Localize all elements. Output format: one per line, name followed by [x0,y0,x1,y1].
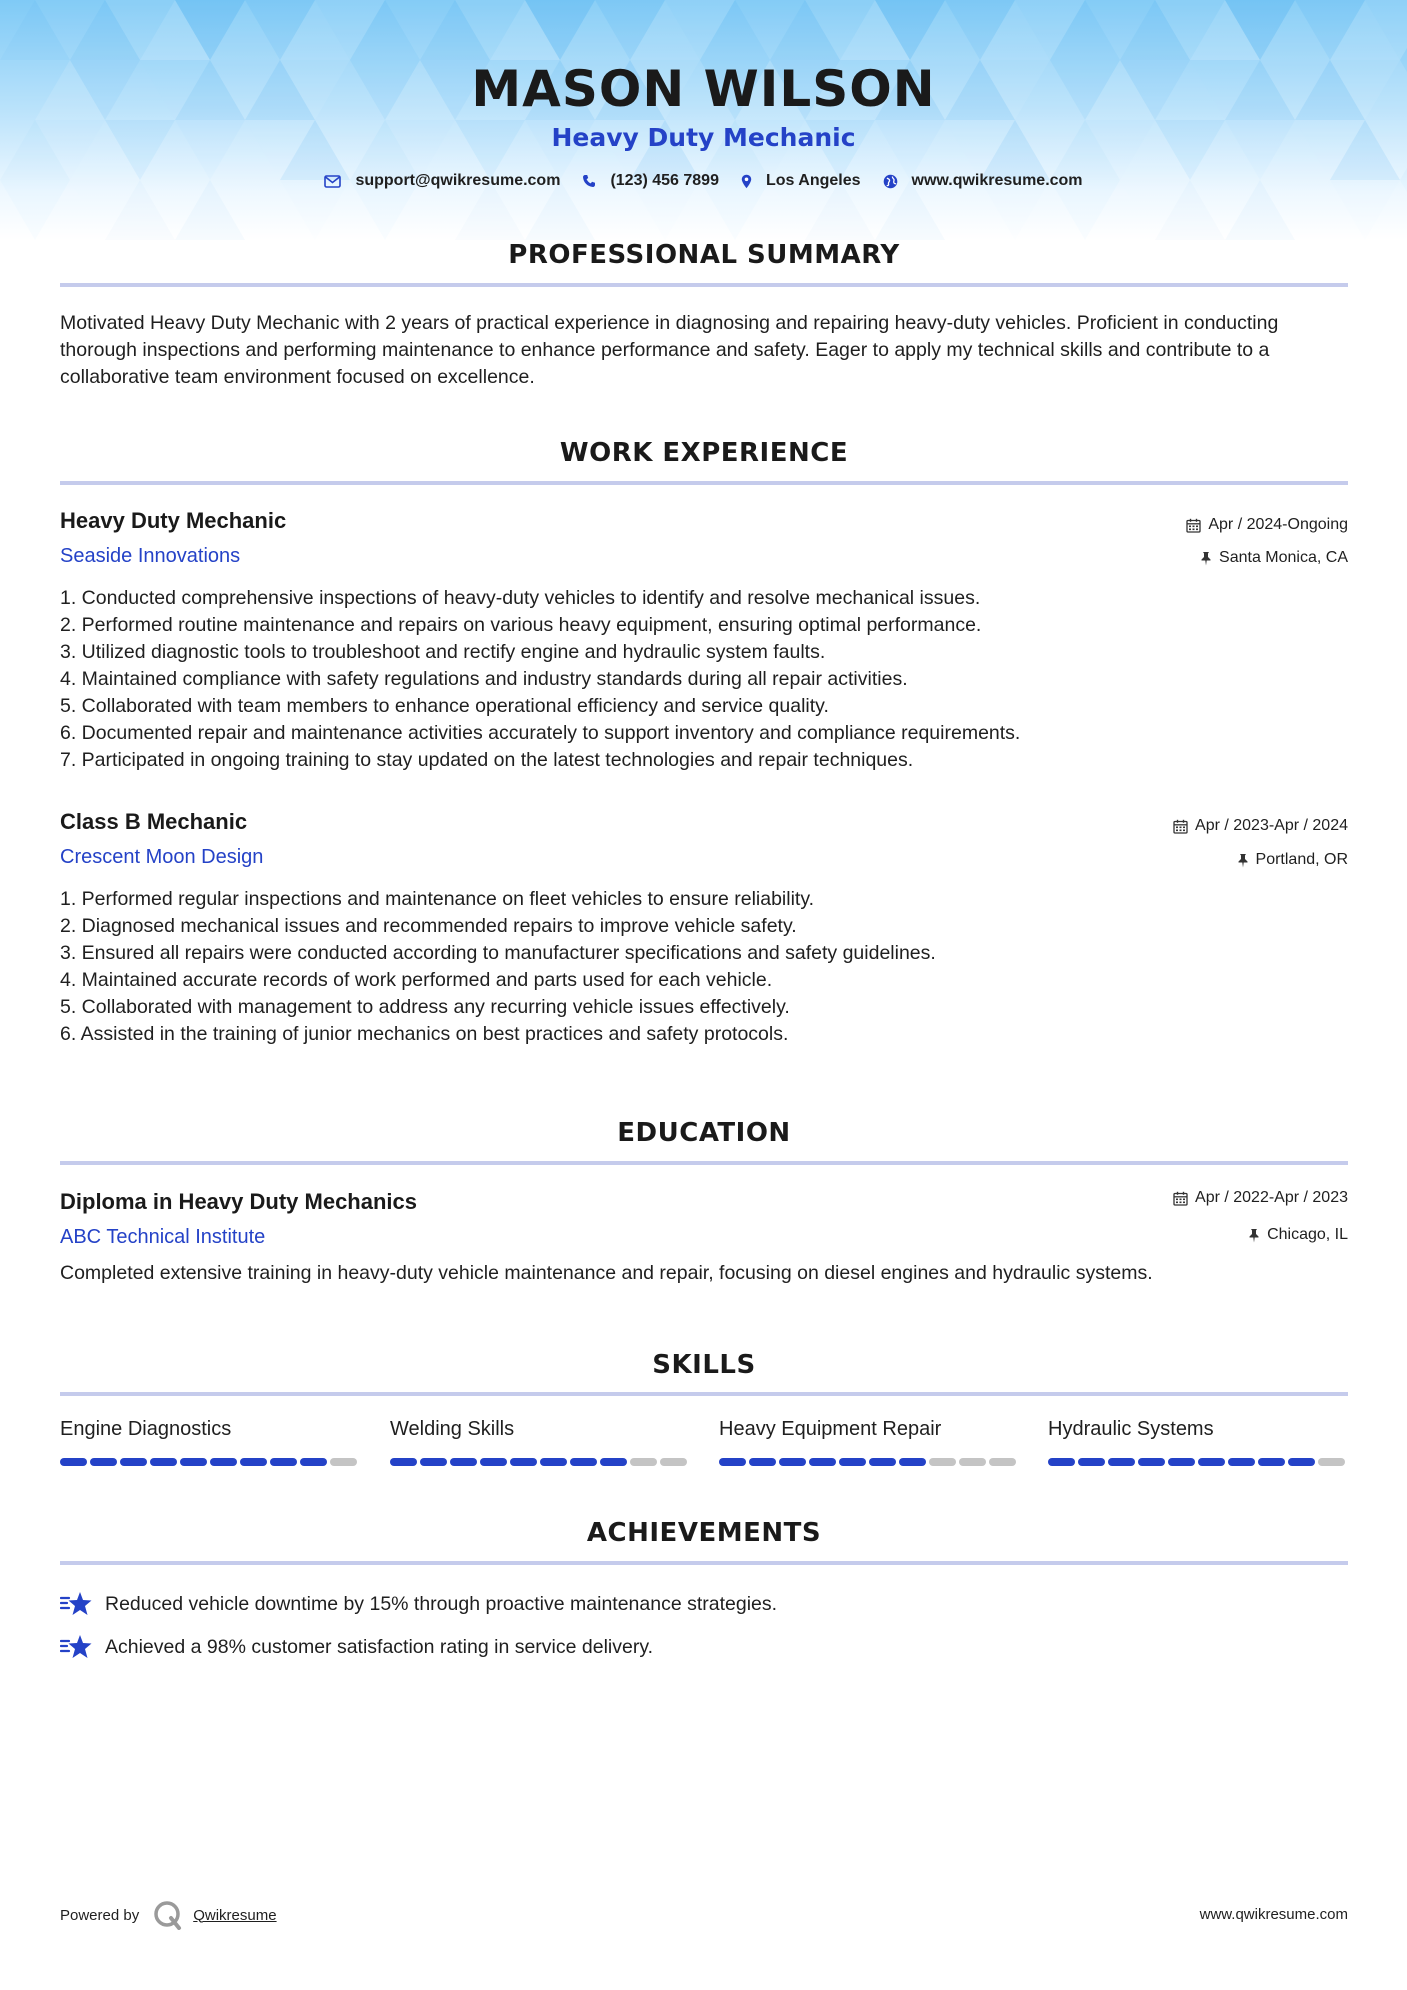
skill-segment [330,1458,357,1466]
skill-segment [1228,1458,1255,1466]
contact-location [741,172,861,190]
list-item: 5. Collaborated with management to address any recurring vehicle issues effectively. [60,996,790,1018]
skill-segment [1048,1458,1075,1466]
skill-segment [779,1458,806,1466]
job-bullets [60,886,1350,1048]
candidate-name: MASON WILSON [471,60,936,118]
skill-segment [210,1458,237,1466]
contact-email[interactable] [324,172,560,190]
skill-segment [929,1458,956,1466]
achievement-item [60,1633,653,1661]
job-location-text: Portland, OR [1255,851,1348,868]
job-bullets [60,585,1350,774]
footer-powered-by [60,1900,277,1930]
skill-segment [749,1458,776,1466]
list-item: 4. Maintained accurate records of work performed and parts used for each vehicle. [60,969,773,991]
achievements-heading: ACHIEVEMENTS [586,1518,822,1548]
skill-name: Hydraulic Systems [1048,1418,1214,1440]
skill-segment [899,1458,926,1466]
envelope-icon [324,175,341,188]
contact-bar [0,172,1407,190]
list-item: 3. Ensured all repairs were conducted according to manufacturer specifications and safety guidelines. [60,942,936,964]
skill-segment [989,1458,1016,1466]
shooting-star-icon [60,1633,93,1661]
summary-rule [60,283,1348,287]
skill-segment [660,1458,687,1466]
education-dates [1173,1189,1348,1207]
job-location-text: Santa Monica, CA [1219,549,1348,566]
achievements-rule [60,1561,1348,1565]
experience-rule [60,481,1348,485]
list-item: 7. Participated in ongoing training to stay updated on the latest technologies and repair techniques. [60,749,914,771]
header [0,58,1407,154]
calendar-icon [1186,518,1201,533]
list-item: 4. Maintained compliance with safety regulations and industry standards during all repair activities. [60,668,908,690]
skill-segment [450,1458,477,1466]
skill-segment [480,1458,507,1466]
contact-location-text: Los Angeles [765,172,861,189]
contact-phone-text: (123) 456 7899 [610,172,719,189]
skill-segment [839,1458,866,1466]
list-item: 2. Performed routine maintenance and repairs on various heavy equipment, ensuring optimal performance. [60,614,982,636]
skill-segment [1198,1458,1225,1466]
skill-segment [1138,1458,1165,1466]
pushpin-icon [1237,853,1249,868]
skill-segment [1108,1458,1135,1466]
education-degree: Diploma in Heavy Duty Mechanics [60,1189,417,1214]
achievement-text: Achieved a 98% customer satisfaction rating in service delivery. [105,1635,654,1658]
achievement-item [60,1590,777,1618]
skill-segment [540,1458,567,1466]
skill-segment [1288,1458,1315,1466]
skill-item [1048,1418,1348,1441]
pushpin-icon [1248,1228,1260,1243]
list-item: 3. Utilized diagnostic tools to troubleshoot and rectify engine and hydraulic system faults. [60,641,826,663]
calendar-icon [1173,1191,1188,1206]
list-item: 5. Collaborated with team members to enhance operational efficiency and service quality. [60,695,829,717]
summary-text: Motivated Heavy Duty Mechanic with 2 years of practical experience in diagnosing and repairing heavy-duty vehicles. Proficient in conducting thorough inspections and performing maintenance to enhance performance and safety. Eager to apply my technical skills and contribute to a collaborative team environment focused on excellence. [60,312,1279,388]
skill-segment [1168,1458,1195,1466]
skills-heading: SKILLS [652,1350,756,1380]
skills-rule [60,1392,1348,1396]
qwikresume-logo-icon [153,1900,183,1930]
skill-segment [180,1458,207,1466]
skill-segment [150,1458,177,1466]
list-item: 1. Performed regular inspections and maintenance on fleet vehicles to ensure reliability. [60,888,815,910]
summary-heading: PROFESSIONAL SUMMARY [508,240,900,270]
education-location [1248,1226,1348,1244]
skill-segment [570,1458,597,1466]
list-item: 6. Assisted in the training of junior mechanics on best practices and safety protocols. [60,1023,789,1045]
pushpin-icon [1200,551,1212,566]
achievement-text: Reduced vehicle downtime by 15% through proactive maintenance strategies. [105,1592,778,1615]
skill-segment [300,1458,327,1466]
skill-segment [1258,1458,1285,1466]
skill-segment [420,1458,447,1466]
skill-segment [120,1458,147,1466]
job-company: Crescent Moon Design [60,846,264,868]
contact-phone[interactable] [582,172,719,190]
skill-name: Welding Skills [390,1418,515,1440]
map-pin-icon [741,174,752,189]
skill-segment [390,1458,417,1466]
skill-level-bar [390,1458,690,1466]
skill-segment [240,1458,267,1466]
education-location-text: Chicago, IL [1267,1226,1348,1243]
powered-by-label: Powered by [60,1906,140,1924]
skill-segment [959,1458,986,1466]
skill-item [60,1418,360,1441]
skill-segment [600,1458,627,1466]
qwikresume-link[interactable]: Qwikresume [193,1906,277,1924]
skill-segment [510,1458,537,1466]
job-title: Class B Mechanic [60,809,248,834]
skill-segment [630,1458,657,1466]
skill-segment [60,1458,87,1466]
job-dates-text: Apr / 2023-Apr / 2024 [1195,817,1348,834]
footer-website-link[interactable]: www.qwikresume.com [1199,1906,1348,1923]
education-school: ABC Technical Institute [60,1226,266,1248]
education-dates-text: Apr / 2022-Apr / 2023 [1195,1189,1348,1206]
job-location [1237,851,1348,869]
contact-website[interactable] [883,172,1083,190]
job-dates [1186,516,1348,534]
job-location [1200,549,1348,567]
job-dates [1173,817,1348,835]
skill-segment [1078,1458,1105,1466]
contact-website-text: www.qwikresume.com [911,172,1083,189]
skill-segment [1318,1458,1345,1466]
education-heading: EDUCATION [617,1118,791,1148]
job-company: Seaside Innovations [60,545,241,567]
list-item: 2. Diagnosed mechanical issues and recommended repairs to improve vehicle safety. [60,915,797,937]
job-dates-text: Apr / 2024-Ongoing [1208,516,1348,533]
candidate-title: Heavy Duty Mechanic [551,123,856,152]
calendar-icon [1173,819,1188,834]
skill-level-bar [719,1458,1019,1466]
education-rule [60,1161,1348,1165]
skill-segment [809,1458,836,1466]
skill-item [390,1418,690,1441]
experience-heading: WORK EXPERIENCE [559,438,849,468]
globe-icon [883,174,898,189]
phone-icon [582,174,596,188]
skill-level-bar [60,1458,360,1466]
skill-level-bar [1048,1458,1348,1466]
contact-email-text: support@qwikresume.com [355,172,561,189]
skill-segment [270,1458,297,1466]
skill-name: Engine Diagnostics [60,1418,232,1440]
job-title: Heavy Duty Mechanic [60,508,287,533]
shooting-star-icon [60,1590,93,1618]
skill-segment [719,1458,746,1466]
skill-segment [869,1458,896,1466]
list-item: 1. Conducted comprehensive inspections of heavy-duty vehicles to identify and resolve mechanical issues. [60,587,981,609]
skill-item [719,1418,1019,1441]
list-item: 6. Documented repair and maintenance activities accurately to support inventory and compliance requirements. [60,722,1021,744]
education-description: Completed extensive training in heavy-duty vehicle maintenance and repair, focusing on diesel engines and hydraulic systems. [60,1262,1153,1284]
skill-name: Heavy Equipment Repair [719,1418,942,1440]
skill-segment [90,1458,117,1466]
